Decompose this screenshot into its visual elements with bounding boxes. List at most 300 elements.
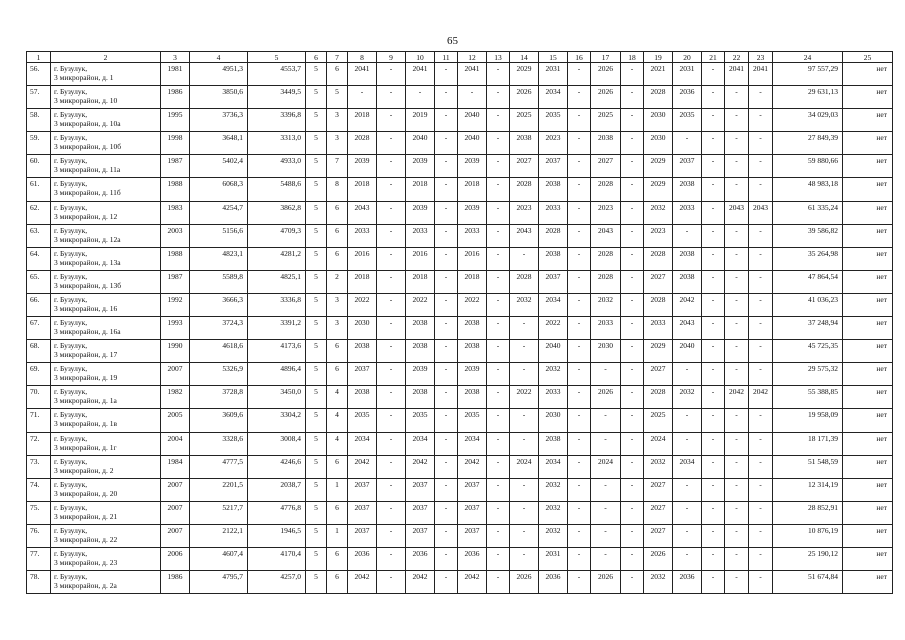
cell-col-12: 2040 (458, 132, 487, 155)
cell-col-12: 2042 (458, 455, 487, 478)
cell-col-16: - (568, 293, 591, 316)
cell-col-23: - (749, 501, 773, 524)
address-cell (51, 270, 161, 293)
cell-col-22: - (725, 363, 749, 386)
cell-col-17: - (591, 409, 621, 432)
cell-col-21: - (702, 178, 725, 201)
address-building: 3 микрорайон, д. 16 (54, 303, 118, 313)
cell-col-12: 2037 (458, 501, 487, 524)
cell-col-8: 2037 (348, 478, 377, 501)
cell-col-21: - (702, 524, 725, 547)
cell-col-4: 5326,9 (190, 363, 248, 386)
address-cell (51, 63, 161, 86)
cell-col-24: 97 557,29 (773, 63, 843, 86)
address-building: 3 микрорайон, д. 19 (54, 373, 118, 383)
cell-col-20: 2038 (673, 178, 702, 201)
cell-col-7: 6 (327, 363, 348, 386)
cell-col-24: 39 586,82 (773, 224, 843, 247)
cell-col-15: 2038 (539, 178, 568, 201)
cell-col-21: - (702, 155, 725, 178)
cell-col-16: - (568, 571, 591, 594)
cell-col-5: 3304,2 (248, 409, 306, 432)
cell-col-24: 28 852,91 (773, 501, 843, 524)
cell-col-7: 6 (327, 201, 348, 224)
cell-col-10: 2016 (406, 247, 435, 270)
row-number: 57. (27, 86, 51, 109)
cell-col-11: - (435, 293, 458, 316)
cell-col-16: - (568, 524, 591, 547)
cell-col-5: 4257,0 (248, 571, 306, 594)
cell-col-18: - (621, 155, 644, 178)
address-cell (51, 386, 161, 409)
cell-col-17: 2024 (591, 455, 621, 478)
cell-col-4: 4951,3 (190, 63, 248, 86)
cell-col-13: - (487, 409, 510, 432)
cell-col-25: нет (843, 478, 893, 501)
cell-col-5: 4825,1 (248, 270, 306, 293)
cell-col-17: 2028 (591, 178, 621, 201)
table-row (27, 547, 893, 570)
cell-col-3: 2005 (161, 409, 190, 432)
housing-register-table (26, 51, 893, 594)
column-header-24: 24 (773, 52, 843, 63)
cell-col-7: 6 (327, 340, 348, 363)
cell-col-3: 1984 (161, 455, 190, 478)
cell-col-11: - (435, 155, 458, 178)
cell-col-5: 4246,6 (248, 455, 306, 478)
column-header-15: 15 (539, 52, 568, 63)
address-city: г. Бузулук, (54, 110, 88, 120)
cell-col-13: - (487, 132, 510, 155)
cell-col-4: 3328,6 (190, 432, 248, 455)
cell-col-7: 2 (327, 270, 348, 293)
cell-col-10: 2037 (406, 501, 435, 524)
cell-col-25: нет (843, 317, 893, 340)
cell-col-25: нет (843, 86, 893, 109)
cell-col-7: 6 (327, 455, 348, 478)
address-cell (51, 524, 161, 547)
cell-col-19: 2027 (644, 270, 673, 293)
cell-col-24: 29 631,13 (773, 86, 843, 109)
cell-col-13: - (487, 270, 510, 293)
cell-col-12: 2022 (458, 293, 487, 316)
cell-col-18: - (621, 247, 644, 270)
cell-col-16: - (568, 478, 591, 501)
cell-col-21: - (702, 63, 725, 86)
cell-col-18: - (621, 132, 644, 155)
cell-col-6: 5 (306, 247, 327, 270)
cell-col-4: 3648,1 (190, 132, 248, 155)
cell-col-21: - (702, 201, 725, 224)
cell-col-8: 2036 (348, 547, 377, 570)
cell-col-16: - (568, 501, 591, 524)
cell-col-18: - (621, 455, 644, 478)
cell-col-5: 2038,7 (248, 478, 306, 501)
cell-col-21: - (702, 247, 725, 270)
address-city: г. Бузулук, (54, 87, 88, 97)
table-row (27, 571, 893, 594)
cell-col-9: - (377, 293, 406, 316)
cell-col-10: 2035 (406, 409, 435, 432)
cell-col-5: 3391,2 (248, 317, 306, 340)
cell-col-25: нет (843, 340, 893, 363)
address-cell (51, 132, 161, 155)
cell-col-8: 2039 (348, 155, 377, 178)
cell-col-23: - (749, 478, 773, 501)
cell-col-21: - (702, 363, 725, 386)
cell-col-24: 51 548,59 (773, 455, 843, 478)
cell-col-13: - (487, 571, 510, 594)
address-building: 3 микрорайон, д. 13а (54, 257, 121, 267)
cell-col-15: 2031 (539, 547, 568, 570)
table-row (27, 386, 893, 409)
cell-col-19: 2021 (644, 63, 673, 86)
address-cell (51, 224, 161, 247)
cell-col-7: 6 (327, 501, 348, 524)
cell-col-4: 2201,5 (190, 478, 248, 501)
cell-col-10: 2037 (406, 524, 435, 547)
cell-col-3: 2004 (161, 432, 190, 455)
cell-col-7: 8 (327, 178, 348, 201)
cell-col-9: - (377, 386, 406, 409)
cell-col-23: - (749, 178, 773, 201)
cell-col-25: нет (843, 155, 893, 178)
cell-col-16: - (568, 547, 591, 570)
cell-col-3: 1986 (161, 86, 190, 109)
cell-col-4: 4618,6 (190, 340, 248, 363)
cell-col-22: - (725, 432, 749, 455)
cell-col-12: - (458, 86, 487, 109)
cell-col-19: 2026 (644, 547, 673, 570)
cell-col-10: 2039 (406, 363, 435, 386)
address-cell (51, 86, 161, 109)
row-number: 74. (27, 478, 51, 501)
cell-col-16: - (568, 132, 591, 155)
column-header-18: 18 (621, 52, 644, 63)
address-cell (51, 501, 161, 524)
column-header-2: 2 (51, 52, 161, 63)
cell-col-18: - (621, 178, 644, 201)
column-header-5: 5 (248, 52, 306, 63)
cell-col-10: 2038 (406, 386, 435, 409)
address-city: г. Бузулук, (54, 202, 88, 212)
cell-col-25: нет (843, 571, 893, 594)
column-header-25: 25 (843, 52, 893, 63)
cell-col-22: - (725, 247, 749, 270)
cell-col-6: 5 (306, 109, 327, 132)
cell-col-24: 35 264,98 (773, 247, 843, 270)
cell-col-22: - (725, 547, 749, 570)
cell-col-12: 2034 (458, 432, 487, 455)
cell-col-6: 5 (306, 155, 327, 178)
cell-col-11: - (435, 317, 458, 340)
cell-col-13: - (487, 155, 510, 178)
cell-col-11: - (435, 524, 458, 547)
cell-col-9: - (377, 63, 406, 86)
cell-col-15: 2038 (539, 432, 568, 455)
row-number: 71. (27, 409, 51, 432)
cell-col-9: - (377, 201, 406, 224)
cell-col-9: - (377, 178, 406, 201)
table-row (27, 270, 893, 293)
cell-col-20: - (673, 478, 702, 501)
cell-col-19: 2028 (644, 386, 673, 409)
cell-col-4: 5217,7 (190, 501, 248, 524)
cell-col-11: - (435, 386, 458, 409)
column-header-10: 10 (406, 52, 435, 63)
cell-col-7: 1 (327, 524, 348, 547)
cell-col-3: 2006 (161, 547, 190, 570)
cell-col-16: - (568, 340, 591, 363)
cell-col-16: - (568, 270, 591, 293)
address-cell (51, 547, 161, 570)
cell-col-14: 2028 (510, 270, 539, 293)
cell-col-13: - (487, 109, 510, 132)
cell-col-7: 1 (327, 478, 348, 501)
cell-col-5: 3449,5 (248, 86, 306, 109)
cell-col-14: - (510, 501, 539, 524)
cell-col-15: 2037 (539, 155, 568, 178)
cell-col-22: 2043 (725, 201, 749, 224)
row-number: 65. (27, 270, 51, 293)
address-cell (51, 455, 161, 478)
cell-col-5: 3008,4 (248, 432, 306, 455)
cell-col-24: 12 314,19 (773, 478, 843, 501)
cell-col-22: - (725, 293, 749, 316)
cell-col-6: 5 (306, 293, 327, 316)
address-cell (51, 432, 161, 455)
address-cell (51, 247, 161, 270)
cell-col-9: - (377, 409, 406, 432)
cell-col-4: 3609,6 (190, 409, 248, 432)
address-cell (51, 409, 161, 432)
cell-col-18: - (621, 409, 644, 432)
table-row (27, 455, 893, 478)
cell-col-9: - (377, 155, 406, 178)
cell-col-11: - (435, 547, 458, 570)
cell-col-16: - (568, 155, 591, 178)
cell-col-24: 10 876,19 (773, 524, 843, 547)
cell-col-19: 2024 (644, 432, 673, 455)
cell-col-7: 6 (327, 247, 348, 270)
cell-col-10: 2018 (406, 178, 435, 201)
cell-col-6: 5 (306, 270, 327, 293)
cell-col-6: 5 (306, 63, 327, 86)
cell-col-20: 2043 (673, 317, 702, 340)
table-row (27, 478, 893, 501)
cell-col-19: 2027 (644, 363, 673, 386)
cell-col-10: - (406, 86, 435, 109)
cell-col-16: - (568, 432, 591, 455)
cell-col-7: 6 (327, 571, 348, 594)
cell-col-17: - (591, 432, 621, 455)
cell-col-16: - (568, 386, 591, 409)
cell-col-9: - (377, 455, 406, 478)
cell-col-22: - (725, 478, 749, 501)
cell-col-10: 2038 (406, 317, 435, 340)
cell-col-15: 2032 (539, 478, 568, 501)
cell-col-18: - (621, 478, 644, 501)
cell-col-8: 2030 (348, 317, 377, 340)
row-number: 78. (27, 571, 51, 594)
cell-col-6: 5 (306, 132, 327, 155)
cell-col-16: - (568, 409, 591, 432)
row-number: 69. (27, 363, 51, 386)
cell-col-17: 2026 (591, 86, 621, 109)
cell-col-25: нет (843, 201, 893, 224)
cell-col-24: 47 864,54 (773, 270, 843, 293)
table-row (27, 224, 893, 247)
address-building: 3 микрорайон, д. 21 (54, 511, 118, 521)
cell-col-7: 3 (327, 317, 348, 340)
cell-col-4: 3850,6 (190, 86, 248, 109)
address-building: 3 микрорайон, д. 17 (54, 350, 118, 360)
row-number: 76. (27, 524, 51, 547)
cell-col-25: нет (843, 178, 893, 201)
cell-col-8: 2038 (348, 386, 377, 409)
cell-col-6: 5 (306, 317, 327, 340)
cell-col-16: - (568, 247, 591, 270)
address-cell (51, 178, 161, 201)
cell-col-3: 1986 (161, 571, 190, 594)
table-row (27, 201, 893, 224)
cell-col-22: - (725, 455, 749, 478)
cell-col-5: 3313,0 (248, 132, 306, 155)
cell-col-14: - (510, 363, 539, 386)
cell-col-14: - (510, 432, 539, 455)
row-number: 73. (27, 455, 51, 478)
address-building: 3 микрорайон, д. 13б (54, 280, 122, 290)
column-header-14: 14 (510, 52, 539, 63)
address-city: г. Бузулук, (54, 456, 88, 466)
address-city: г. Бузулук, (54, 341, 88, 351)
cell-col-18: - (621, 386, 644, 409)
cell-col-6: 5 (306, 501, 327, 524)
cell-col-6: 5 (306, 478, 327, 501)
cell-col-5: 4173,6 (248, 340, 306, 363)
cell-col-23: - (749, 432, 773, 455)
cell-col-23: 2043 (749, 201, 773, 224)
cell-col-7: 5 (327, 86, 348, 109)
address-building: 3 микрорайон, д. 16а (54, 327, 121, 337)
cell-col-24: 48 983,18 (773, 178, 843, 201)
row-number: 72. (27, 432, 51, 455)
cell-col-4: 4795,7 (190, 571, 248, 594)
cell-col-10: 2036 (406, 547, 435, 570)
cell-col-10: 2039 (406, 201, 435, 224)
cell-col-25: нет (843, 409, 893, 432)
cell-col-24: 59 880,66 (773, 155, 843, 178)
cell-col-15: 2033 (539, 201, 568, 224)
cell-col-25: нет (843, 363, 893, 386)
cell-col-11: - (435, 132, 458, 155)
cell-col-15: 2030 (539, 409, 568, 432)
cell-col-21: - (702, 478, 725, 501)
cell-col-19: 2023 (644, 224, 673, 247)
address-cell (51, 478, 161, 501)
cell-col-21: - (702, 455, 725, 478)
cell-col-18: - (621, 109, 644, 132)
address-building: 3 микрорайон, д. 1 (54, 73, 114, 82)
cell-col-18: - (621, 501, 644, 524)
cell-col-11: - (435, 571, 458, 594)
cell-col-25: нет (843, 524, 893, 547)
cell-col-7: 6 (327, 63, 348, 86)
cell-col-12: 2038 (458, 340, 487, 363)
cell-col-11: - (435, 247, 458, 270)
cell-col-22: - (725, 224, 749, 247)
cell-col-3: 1981 (161, 63, 190, 86)
cell-col-25: нет (843, 247, 893, 270)
cell-col-20: - (673, 363, 702, 386)
cell-col-7: 7 (327, 155, 348, 178)
cell-col-21: - (702, 409, 725, 432)
cell-col-6: 5 (306, 432, 327, 455)
cell-col-8: 2038 (348, 340, 377, 363)
cell-col-5: 3862,8 (248, 201, 306, 224)
cell-col-15: 2023 (539, 132, 568, 155)
cell-col-19: 2030 (644, 132, 673, 155)
address-city: г. Бузулук, (54, 64, 88, 73)
cell-col-22: - (725, 132, 749, 155)
address-building: 3 микрорайон, д. 2а (54, 581, 117, 591)
cell-col-19: 2028 (644, 247, 673, 270)
row-number: 67. (27, 317, 51, 340)
address-city: г. Бузулук, (54, 364, 88, 374)
cell-col-13: - (487, 201, 510, 224)
cell-col-20: 2034 (673, 455, 702, 478)
cell-col-14: - (510, 340, 539, 363)
cell-col-11: - (435, 478, 458, 501)
address-cell (51, 571, 161, 594)
cell-col-24: 61 335,24 (773, 201, 843, 224)
cell-col-8: 2041 (348, 63, 377, 86)
address-cell (51, 201, 161, 224)
row-number: 58. (27, 109, 51, 132)
cell-col-5: 5488,6 (248, 178, 306, 201)
cell-col-19: 2032 (644, 455, 673, 478)
cell-col-5: 4896,4 (248, 363, 306, 386)
row-number: 64. (27, 247, 51, 270)
address-city: г. Бузулук, (54, 294, 88, 304)
row-number: 68. (27, 340, 51, 363)
cell-col-17: - (591, 363, 621, 386)
cell-col-6: 5 (306, 547, 327, 570)
cell-col-19: 2029 (644, 155, 673, 178)
table-row (27, 432, 893, 455)
cell-col-24: 18 171,39 (773, 432, 843, 455)
cell-col-19: 2029 (644, 178, 673, 201)
cell-col-19: 2027 (644, 524, 673, 547)
address-city: г. Бузулук, (54, 179, 88, 189)
address-building: 3 микрорайон, д. 23 (54, 557, 118, 567)
cell-col-14: 2032 (510, 293, 539, 316)
table-row (27, 63, 893, 86)
cell-col-21: - (702, 224, 725, 247)
cell-col-24: 51 674,84 (773, 571, 843, 594)
column-header-8: 8 (348, 52, 377, 63)
column-header-7: 7 (327, 52, 348, 63)
cell-col-20: 2036 (673, 571, 702, 594)
cell-col-3: 1990 (161, 340, 190, 363)
cell-col-21: - (702, 270, 725, 293)
address-building: 3 микрорайон, д. 11а (54, 165, 121, 175)
cell-col-15: 2028 (539, 224, 568, 247)
cell-col-17: 2026 (591, 571, 621, 594)
cell-col-18: - (621, 432, 644, 455)
cell-col-6: 5 (306, 224, 327, 247)
cell-col-6: 5 (306, 524, 327, 547)
